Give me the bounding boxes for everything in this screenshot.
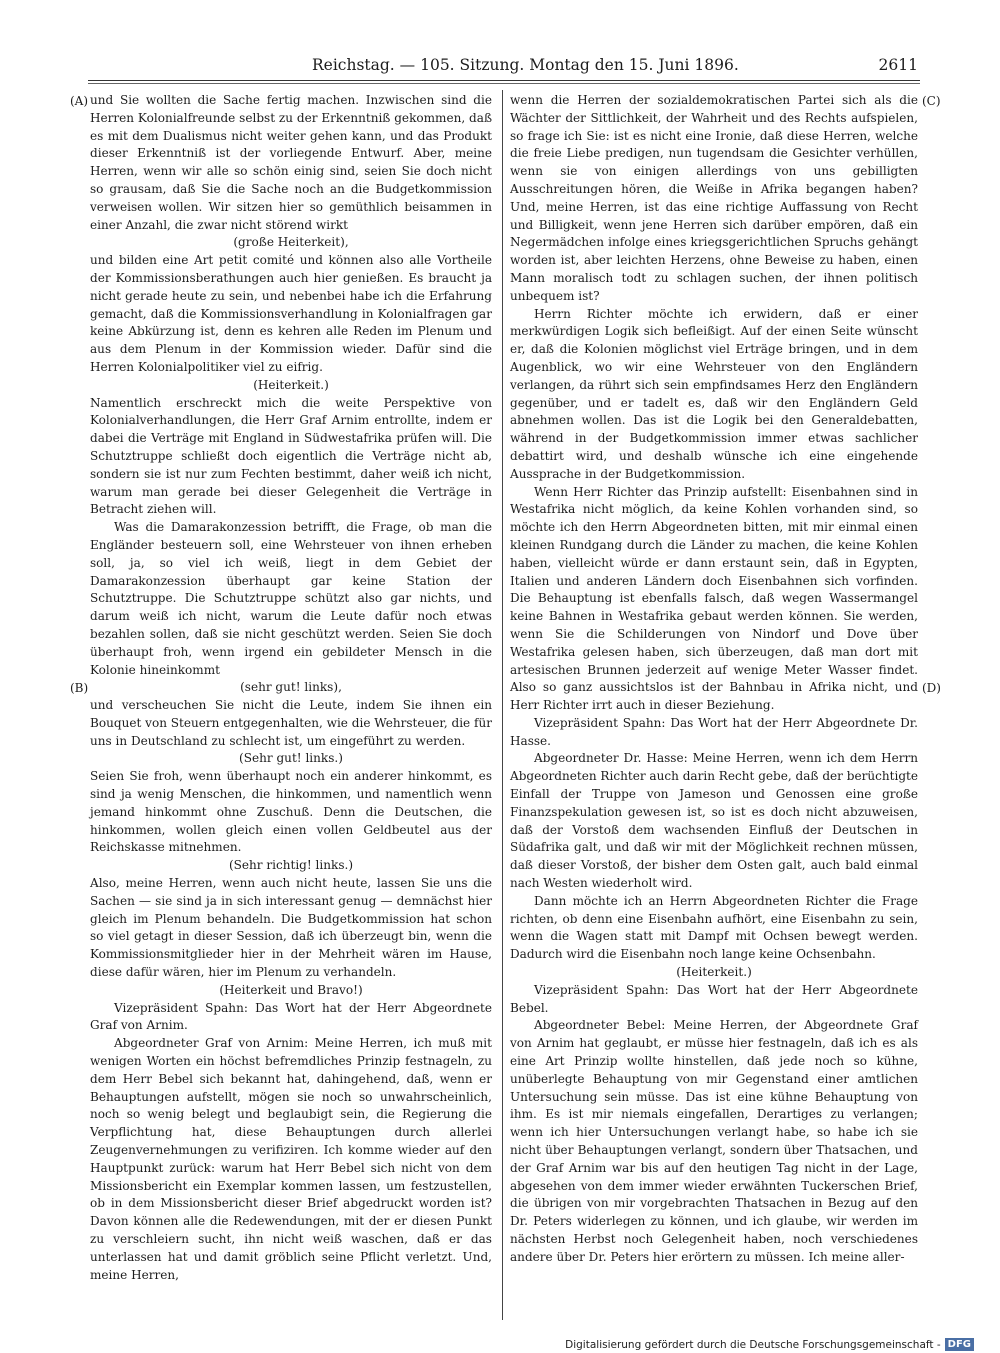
paragraph: und Sie wollten die Sache fertig machen. Inzwischen sind die Herren Kolonialfreunde selbst zu der Erkenntniß gekommen, daß es mit dem Dualismus nicht weiter gehen kann, und das Produkt dieser Erkenntniß ist der vorliegende Entwurf. Aber, meine Herren, wenn wir alle so schön einig sind, seien Sie doch nicht so grausam, daß Sie die Sache noch an die Budgetkommission verweisen wollen. Wir sitzen hier so gemüthlich beisammen in einer Anzahl, die zwar nicht störend wirkt (90, 93, 492, 232)
paragraph: Seien Sie froh, wenn überhaupt noch ein anderer hinkommt, es sind ja wenig Menschen, die hinkommen, und namentlich wenn jemand hinkommt ohne Zuschuß. Denn die Deutschen, die hinkommen, wollen gleich einen vollen Geldbeutel aus der Reichskasse mitnehmen. (90, 769, 492, 855)
paragraph: Abgeordneter Graf von Arnim: Meine Herren, ich muß mit wenigen Worten ein höchst befremdliches Prinzip festnageln, zu dem Herr Bebel sich bekannt hat, dahingehend, daß, wenn er Behauptungen aufstellt, mögen sie noch so unwahrscheinlich, noch so wenig belegt und beglaubigt sein, die Regierung die Verpflichtung hat, diese Behauptungen durch allerlei Zeugenvernehmungen zu verifiziren. Ich komme wieder auf den Hauptpunkt zurück: warum hat Herr Bebel sich nicht von dem Missionsbericht ein Exemplar kommen lassen, um festzustellen, ob in dem Missionsbericht dieser Brief abgedruckt worden ist? Davon können alle die Redewendungen, mit der er diesen Punkt zu verschleiern sucht, ihn nicht weiß waschen, daß er das unterlassen hat und damit gröblich seine Pflicht verletzt. Und, meine Herren, (90, 1036, 492, 1282)
paragraph: Also, meine Herren, wenn auch nicht heute, lassen Sie uns die Sachen — sie sind ja in sich interessant genug — demnächst hier gleich im Plenum behandeln. Die Budgetkommission hat schon so viel getagt in dieser Session, daß ich überzeugt bin, wenn die Kommissionsmitglieder hier in der Mehrheit wären im Hause, diese dafür wären, hier im Plenum zu verhandeln. (90, 876, 492, 980)
footer-credit-text: Digitalisierung gefördert durch die Deutsche Forschungsgemeinschaft - (565, 1338, 941, 1351)
header-rule (88, 80, 920, 81)
right-column (510, 92, 918, 1267)
header-rule-double (88, 83, 920, 84)
margin-marker-c: (C) (922, 94, 941, 108)
page-number: 2611 (878, 56, 918, 74)
interjection: (Heiterkeit.) (676, 965, 752, 980)
paragraph: Abgeordneter Bebel: Meine Herren, der Abgeordnete Graf von Arnim hat geglaubt, er müsse hier festnageln, daß ich es als eine Art Prinzip wollte hinstellen, daß jede noch so kühne, unüberlegte Behauptung von mir Gegenstand einer amtlichen Untersuchung sein müsse. Das ist eine kühne Behauptung von ihm. Es ist mir niemals eingefallen, Derartiges zu verlangen; wenn ich hier Untersuchungen verlangt habe, so habe ich sie nicht über Behauptungen verlangt, sondern über Thatsachen, und der Graf Arnim war bis auf den heutigen Tag nicht in der Lage, abgesehen von dem immer wieder erwähnten Tuckerschen Brief, die übrigen von mir vorgebrachten Thatsachen in Bezug auf den Dr. Peters widerlegen zu können, und ich glaube, wir werden im nächsten Herbst noch Gelegenheit haben, noch verschiedenes andere über Dr. Peters hier erörtern zu müssen. Ich meine aller- (510, 1018, 918, 1264)
paragraph: Herrn Richter möchte ich erwidern, daß er einer merkwürdigen Logik sich befleißigt. Auf der einen Seite wünscht er, daß die Kolonien möglichst viel Erträge bringen, und in dem Augenblick, wo wir eine Wehrsteuer von den Engländern verlangen, da rührt sich sein empfindsames Herz den Engländern gegenüber, und er tadelt es, daß wir den Engländern Geld abnehmen wollen. Das ist die Logik bei den Generaldebatten, während in der Budgetkommission immer etwas sachlicher debattirt wird, und deshalb wünsche ich eine eingehende Aussprache in der Budgetkommission. (510, 306, 918, 481)
paragraph: Vizepräsident Spahn: Das Wort hat der Herr Abgeordnete Dr. Hasse. (510, 715, 918, 748)
paragraph: Vizepräsident Spahn: Das Wort hat der Herr Abgeordnete Graf von Arnim. (90, 1000, 492, 1033)
margin-marker-a: (A) (70, 94, 89, 108)
column-divider (502, 90, 503, 1320)
margin-marker-b: (B) (70, 681, 89, 695)
interjection: (Sehr gut! links.) (239, 751, 343, 766)
interjection: (Heiterkeit und Bravo!) (219, 982, 363, 997)
paragraph: Abgeordneter Dr. Hasse: Meine Herren, wenn ich dem Herrn Abgeordneten Richter auch darin Recht gebe, daß der berüchtigte Einfall der Truppe von Jameson und Genossen eine große Finanzspekulation gewesen ist, so ist es doch nicht abzuweisen, daß der Vorstoß dem wachsenden Einfluß der Deutschen in Südafrika galt, und daß wir mit der Möglichkeit rechnen müssen, daß dieser Vorstoß, der bisher dem Osten galt, auch bald einmal nach Westen wiederholt wird. (510, 751, 918, 891)
margin-marker-d: (D) (922, 681, 941, 695)
running-title: Reichstag. — 105. Sitzung. Montag den 15. Juni 1896. (312, 56, 739, 74)
paragraph: und bilden eine Art petit comité und können also alle Vortheile der Kommissionsberathungen auch hier genießen. Es braucht ja nicht gerade heute zu sein, und nebenbei habe ich die Erfahrung gemacht, daß die Kommissionsverhandlung in Kolonialfragen gar keine Abkürzung ist, denn es kehren alle Reden im Plenum und aus dem Plenum in der Kommission wieder. Dafür sind die Herren Kolonialpolitiker viel zu eifrig. (90, 253, 492, 374)
dfg-logo: DFG (945, 1338, 974, 1351)
paragraph: Vizepräsident Spahn: Das Wort hat der Herr Abgeordnete Bebel. (510, 982, 918, 1015)
paragraph: Dann möchte ich an Herrn Abgeordneten Richter die Frage richten, ob denn eine Eisenbahn aufhört, eine Eisenbahn zu sein, wenn die Wagen statt mit Dampf mit Ochsen bewegt werden. Dadurch wird die Eisenbahn noch lange keine Ochsenbahn. (510, 893, 918, 962)
paragraph: Was die Damarakonzession betrifft, die Frage, ob man die Engländer besteuern soll, eine Wehrsteuer von ihnen erheben soll, ja, so viel ich weiß, liegt in dem Gebiet der Damarakonzession überhaupt gar keine Station der Schutztruppe. Die Schutztruppe schützt also gar nichts, und darum weiß ich nicht, warum die Leute dafür noch etwas bezahlen sollen, daß sie nicht geschützt werden. Seien Sie doch überhaupt froh, wenn irgend ein gebildeter Mensch in die Kolonie hineinkommt (90, 520, 492, 677)
interjection: (Sehr richtig! links.) (228, 858, 354, 873)
paragraph: wenn die Herren der sozialdemokratischen Partei sich als die Wächter der Sittlichkeit, der Wahrheit und des Rechts aufspielen, so frage ich Sie: ist es nicht eine Ironie, daß diese Herren, welche die freie Liebe predigen, nun tugendsam die Gesichter verhüllen, wenn sie von einigen allerdings von uns gebilligten Ausschreitungen hören, die Weiße in Afrika begangen haben? Und, meine Herren, ist das eine richtige Auffassung von Recht und Billigkeit, wenn jene Herren sich darüber empören, daß ein Negermädchen infolge eines kriegsgerichtlichen Spruchs gehängt worden ist, aber leichten Herzens, ohne Beweise zu haben, einen Mann moralisch todt zu schlagen suchen, der ihnen politisch unbequem ist? (510, 93, 918, 303)
footer-credit (565, 1338, 974, 1351)
paragraph: Namentlich erschreckt mich die weite Perspektive von Kolonialverhandlungen, die Herr Graf Arnim entrollte, indem er dabei die Verträge mit England in Südwestafrika prüfen will. Die Schutztruppe schließt doch eigentlich die Verträge nicht ab, sondern sie ist nur zum Fechten bestimmt, daher weiß ich nicht, warum man gerade bei dieser Gelegenheit die Verträge in Betracht ziehen will. (90, 395, 492, 517)
paragraph: Wenn Herr Richter das Prinzip aufstellt: Eisenbahnen sind in Westafrika nicht möglich, da keine Kohlen vorhanden sind, so möchte ich den Herrn Abgeordneten bitten, mit mir einmal einen kleinen Rundgang durch die Länder zu machen, die keine Kohlen haben, vielleicht würde er dann erstaunt sein, daß in Egypten, Italien und anderen Ländern doch Eisenbahnen sich vorfinden. Die Behauptung ist ebenfalls falsch, daß wegen Wassermangel keine Bahnen in Westafrika gebaut werden können. Sie werden, wenn Sie die Schilderungen von Nindorf und Dove über Westafrika gelesen haben, sich überzeugen, daß man dort mit artesischen Brunnen jederzeit auf wenige Meter Wasser findet. Also so ganz aussichtslos ist der Bahnbau in Afrika nicht, und Herr Richter irrt auch in dieser Beziehung. (510, 484, 918, 713)
interjection: (große Heiterkeit), (233, 235, 349, 250)
page-header (90, 56, 918, 78)
paragraph: und verscheuchen Sie nicht die Leute, indem Sie ihnen ein Bouquet von Steuern entgegenhalten, wie die Wehrsteuer, die für uns in Deutschland zu schlecht ist, um eingeführt zu werden. (90, 698, 492, 748)
interjection: (Heiterkeit.) (253, 377, 329, 392)
interjection: (sehr gut! links), (240, 680, 342, 695)
left-column (90, 92, 492, 1284)
